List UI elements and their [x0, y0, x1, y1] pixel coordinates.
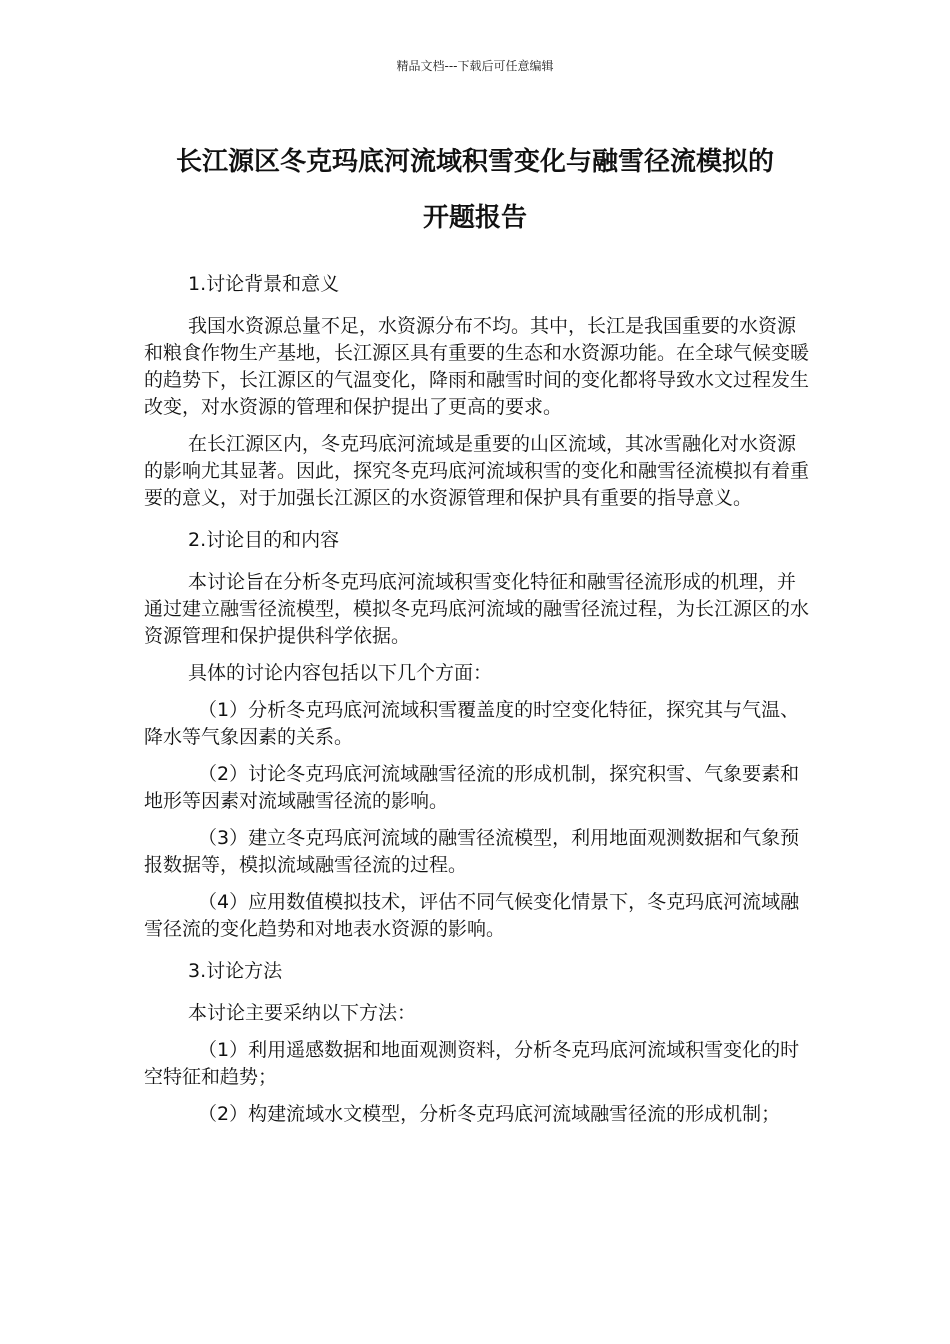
section-heading-methods: 3.讨论方法 [188, 960, 283, 982]
list-item-content-1: （1）分析冬克玛底河流域积雪覆盖度的时空变化特征，探究其与气温、降水等气象因素的关系。 [144, 699, 800, 748]
title-line-1: 长江源区冬克玛底河流域积雪变化与融雪径流模拟的 [175, 147, 774, 177]
document-title [120, 134, 830, 246]
title-line-2: 开题报告 [422, 203, 527, 233]
section-heading-objectives: 2.讨论目的和内容 [188, 529, 340, 551]
paragraph-methods-1: 本讨论主要采纳以下方法： [188, 1002, 417, 1024]
document-body [144, 266, 810, 1138]
paragraph-background-1: 我国水资源总量不足，水资源分布不均。其中，长江是我国重要的水资源和粮食作物生产基地，长江源区具有重要的生态和水资源功能。在全球气候变暖的趋势下，长江源区的气温变化，降雨和融雪时间的变化都将导致水文过程发生改变，对水资源的管理和保护提出了更高的要求。 [144, 315, 810, 418]
paragraph-objectives-2: 具体的讨论内容包括以下几个方面： [188, 662, 493, 684]
section-heading-background: 1.讨论背景和意义 [188, 273, 340, 295]
paragraph-background-2: 在长江源区内，冬克玛底河流域是重要的山区流域，其冰雪融化对水资源的影响尤其显著。因此，探究冬克玛底河流域积雪的变化和融雪径流模拟有着重要的意义，对于加强长江源区的水资源管理和保护具有重要的指导意义。 [144, 433, 810, 509]
list-item-content-4: （4）应用数值模拟技术，评估不同气候变化情景下，冬克玛底河流域融雪径流的变化趋势和对地表水资源的影响。 [144, 891, 800, 940]
list-item-content-3: （3）建立冬克玛底河流域的融雪径流模型，利用地面观测数据和气象预报数据等，模拟流域融雪径流的过程。 [144, 827, 800, 876]
list-item-method-2: （2）构建流域水文模型，分析冬克玛底河流域融雪径流的形成机制； [198, 1103, 781, 1125]
list-item-method-1: （1）利用遥感数据和地面观测资料，分析冬克玛底河流域积雪变化的时空特征和趋势； [144, 1039, 800, 1088]
list-item-content-2: （2）讨论冬克玛底河流域融雪径流的形成机制，探究积雪、气象要素和地形等因素对流域融雪径流的影响。 [144, 763, 800, 812]
paragraph-objectives-1: 本讨论旨在分析冬克玛底河流域积雪变化特征和融雪径流形成的机理，并通过建立融雪径流模型，模拟冬克玛底河流域的融雪径流过程，为长江源区的水资源管理和保护提供科学依据。 [144, 571, 810, 647]
header-note: 精品文档---下载后可任意编辑 [396, 59, 554, 73]
